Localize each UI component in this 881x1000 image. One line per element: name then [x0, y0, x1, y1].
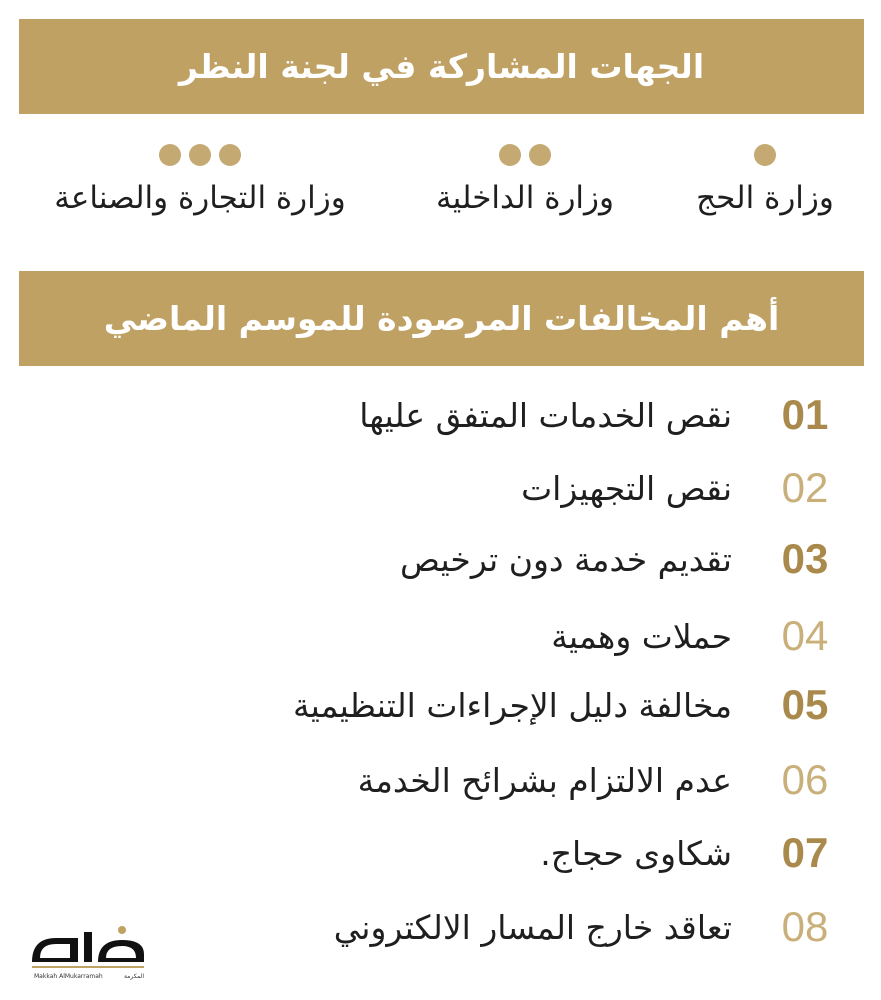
violation-row [200, 524, 840, 594]
violation-row [200, 745, 840, 815]
dot-icon [499, 144, 521, 166]
violation-number: 02 [781, 464, 829, 511]
violation-text: عدم الالتزام بشرائح الخدمة [357, 760, 732, 800]
violation-row [200, 818, 840, 888]
ministry-hajj-label: وزارة الحج [696, 180, 834, 216]
ministry-commerce-label: وزارة التجارة والصناعة [54, 180, 346, 216]
violation-row [200, 670, 840, 740]
violation-text: مخالفة دليل الإجراءات التنظيمية [292, 685, 732, 725]
ministry-interior [420, 140, 630, 240]
violation-number: 06 [781, 756, 829, 803]
violation-text: حملات وهمية [551, 616, 732, 656]
ministry-hajj [690, 140, 840, 240]
violation-text: تعاقد خارج المسار الالكتروني [333, 907, 732, 947]
participants-title: الجهات المشاركة في لجنة النظر [178, 47, 705, 86]
participants-banner [19, 19, 864, 114]
dot-icon [159, 144, 181, 166]
ministry-commerce [35, 140, 365, 240]
ministry-interior-dots [499, 140, 551, 170]
violation-number: 08 [781, 903, 829, 950]
violation-text: شكاوى حجاج. [540, 833, 732, 873]
ministry-commerce-dots [159, 140, 241, 170]
makkah-logo [26, 918, 156, 982]
ministry-hajj-dots [754, 140, 776, 170]
violation-text: نقص الخدمات المتفق عليها [359, 395, 732, 435]
violation-text: نقص التجهيزات [521, 468, 732, 508]
violation-number: 01 [781, 391, 829, 438]
dot-icon [529, 144, 551, 166]
violation-number: 04 [781, 612, 829, 659]
violation-text: تقديم خدمة دون ترخيص [400, 539, 732, 579]
violations-banner [19, 271, 864, 366]
violation-number: 03 [781, 535, 829, 582]
dot-icon [189, 144, 211, 166]
ministry-interior-label: وزارة الداخلية [436, 180, 614, 216]
violation-number: 07 [781, 829, 829, 876]
logo-text-en: Makkah AlMukarramah [34, 973, 103, 980]
dot-icon [754, 144, 776, 166]
dot-icon [219, 144, 241, 166]
violation-number: 05 [781, 681, 829, 728]
logo-text-ar: المكرمة [123, 973, 144, 980]
violation-row [200, 601, 840, 671]
violation-row [200, 380, 840, 450]
violation-row [200, 453, 840, 523]
violations-title: أهم المخالفات المرصودة للموسم الماضي [103, 299, 780, 338]
violation-row [200, 892, 840, 962]
